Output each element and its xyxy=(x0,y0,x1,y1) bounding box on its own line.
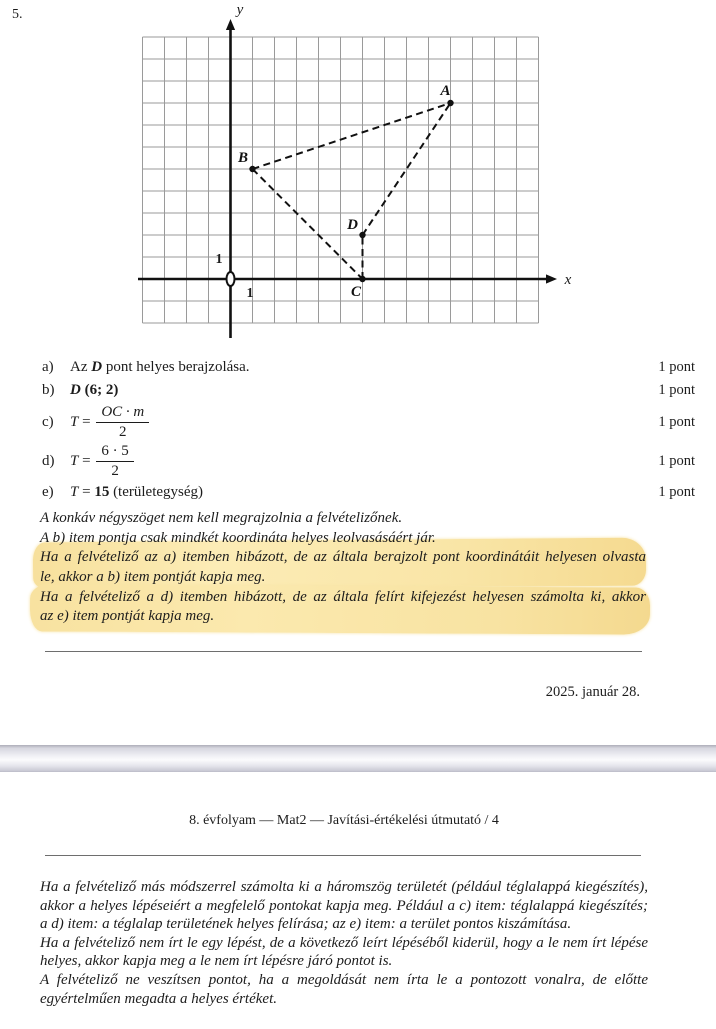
page-separator xyxy=(0,745,716,772)
point-label-C: C xyxy=(350,284,362,300)
area-value: 15 xyxy=(94,483,110,500)
item-a xyxy=(0,356,716,378)
item-e-label: e) xyxy=(42,483,54,500)
point-label-A: A xyxy=(440,83,451,99)
point-A xyxy=(447,100,453,106)
point-coords: (6; 2) xyxy=(80,381,119,398)
rules-paragraph: Ha a felvételiző nem írt le egy lépést, de a következő leírt lépéséből kiderül, hogy a le nem írt lépése helyes, akkor kapja meg a le nem írt lépésre járó pontot is. xyxy=(40,934,648,970)
coordinate-grid-figure xyxy=(0,0,716,350)
page-footer-title: 8. évfolyam — Mat2 — Javítási-értékelési útmutató / 4 xyxy=(189,813,499,828)
item-d xyxy=(0,440,716,482)
item-a-label: a) xyxy=(42,358,54,375)
note-line-highlighted: Ha a felvételiző az a) itemben hibázott, de az általa berajzolt pont koordinátáit helyesen olvasta xyxy=(40,549,646,566)
y-axis-arrow xyxy=(226,19,235,30)
fraction: $\frac{6 \cdot 5}{2}$ xyxy=(96,443,134,480)
y-axis-label: y xyxy=(236,2,244,18)
fraction: $\frac{OC \cdot m}{2}$ xyxy=(96,404,149,441)
scoring-notes xyxy=(40,509,646,627)
origin-mark xyxy=(227,272,235,286)
problem-number: 5. xyxy=(12,7,23,22)
point-C xyxy=(359,276,365,282)
item-c-label: c) xyxy=(42,413,54,430)
point-name: D xyxy=(70,381,81,398)
item-e xyxy=(0,481,716,503)
point-label-D: D xyxy=(347,217,358,233)
point-B xyxy=(249,166,255,172)
rules-paragraph: Ha a felvételiző más módszerrel számolta ki a háromszög területét (például téglalappá kiegészítés), akkor a helyes lépéseiért a megfelelő pontokat kapja meg. Például a c) item: téglalappá kiegészítés; a d) item: a téglalap területének helyes felírása; az e) item: a terület pontos kiszámítása. xyxy=(40,879,648,933)
point-name: D xyxy=(91,358,103,375)
note-line-highlighted: le, akkor a b) item pontját kapja meg. xyxy=(40,569,266,586)
item-c-formula: T = $\frac{OC \cdot m}{2}$ xyxy=(70,404,645,441)
item-a-text: Az D pont helyes berajzolása. xyxy=(70,358,250,375)
point-D xyxy=(359,232,365,238)
item-e-score: 1 pont xyxy=(658,483,695,500)
x-axis-label: x xyxy=(564,272,572,288)
general-scoring-rules xyxy=(40,878,648,1008)
x-axis-arrow xyxy=(546,274,557,283)
horizontal-rule xyxy=(45,855,641,856)
item-e-text: T = 15 (területegység) xyxy=(70,483,204,500)
x-unit-label: 1 xyxy=(246,286,254,301)
point-label-B: B xyxy=(237,150,249,166)
item-a-score: 1 pont xyxy=(658,358,695,375)
item-d-score: 1 pont xyxy=(658,452,695,469)
horizontal-rule xyxy=(45,651,642,652)
item-c xyxy=(0,400,716,444)
item-b-score: 1 pont xyxy=(658,381,695,398)
y-unit-label: 1 xyxy=(215,252,223,267)
item-c-score: 1 pont xyxy=(658,413,695,430)
note-line-highlighted: az e) item pontját kapja meg. xyxy=(40,608,215,625)
exam-date: 2025. január 28. xyxy=(545,684,640,700)
note-line-highlighted: Ha a felvételiző a d) itemben hibázott, de az általa felírt kifejezést helyesen számolta ki, akkor xyxy=(40,588,646,605)
item-b xyxy=(0,379,716,401)
item-d-formula: T = $\frac{6 \cdot 5}{2}$ xyxy=(70,443,645,480)
note-line: A b) item pontja csak mindkét koordináta helyes leolvasásáért jár. xyxy=(40,529,436,546)
item-b-label: b) xyxy=(42,381,55,398)
rules-paragraph: A felvételiző ne veszítsen pontot, ha a megoldását nem írta le a pontozott vonalra, de előtte egyértelműen megadta a helyes értéket. xyxy=(40,971,648,1007)
note-line: A konkáv négyszöget nem kell megrajzolnia a felvételizőnek. xyxy=(40,510,403,526)
item-d-label: d) xyxy=(42,452,55,469)
item-b-text xyxy=(70,382,645,399)
